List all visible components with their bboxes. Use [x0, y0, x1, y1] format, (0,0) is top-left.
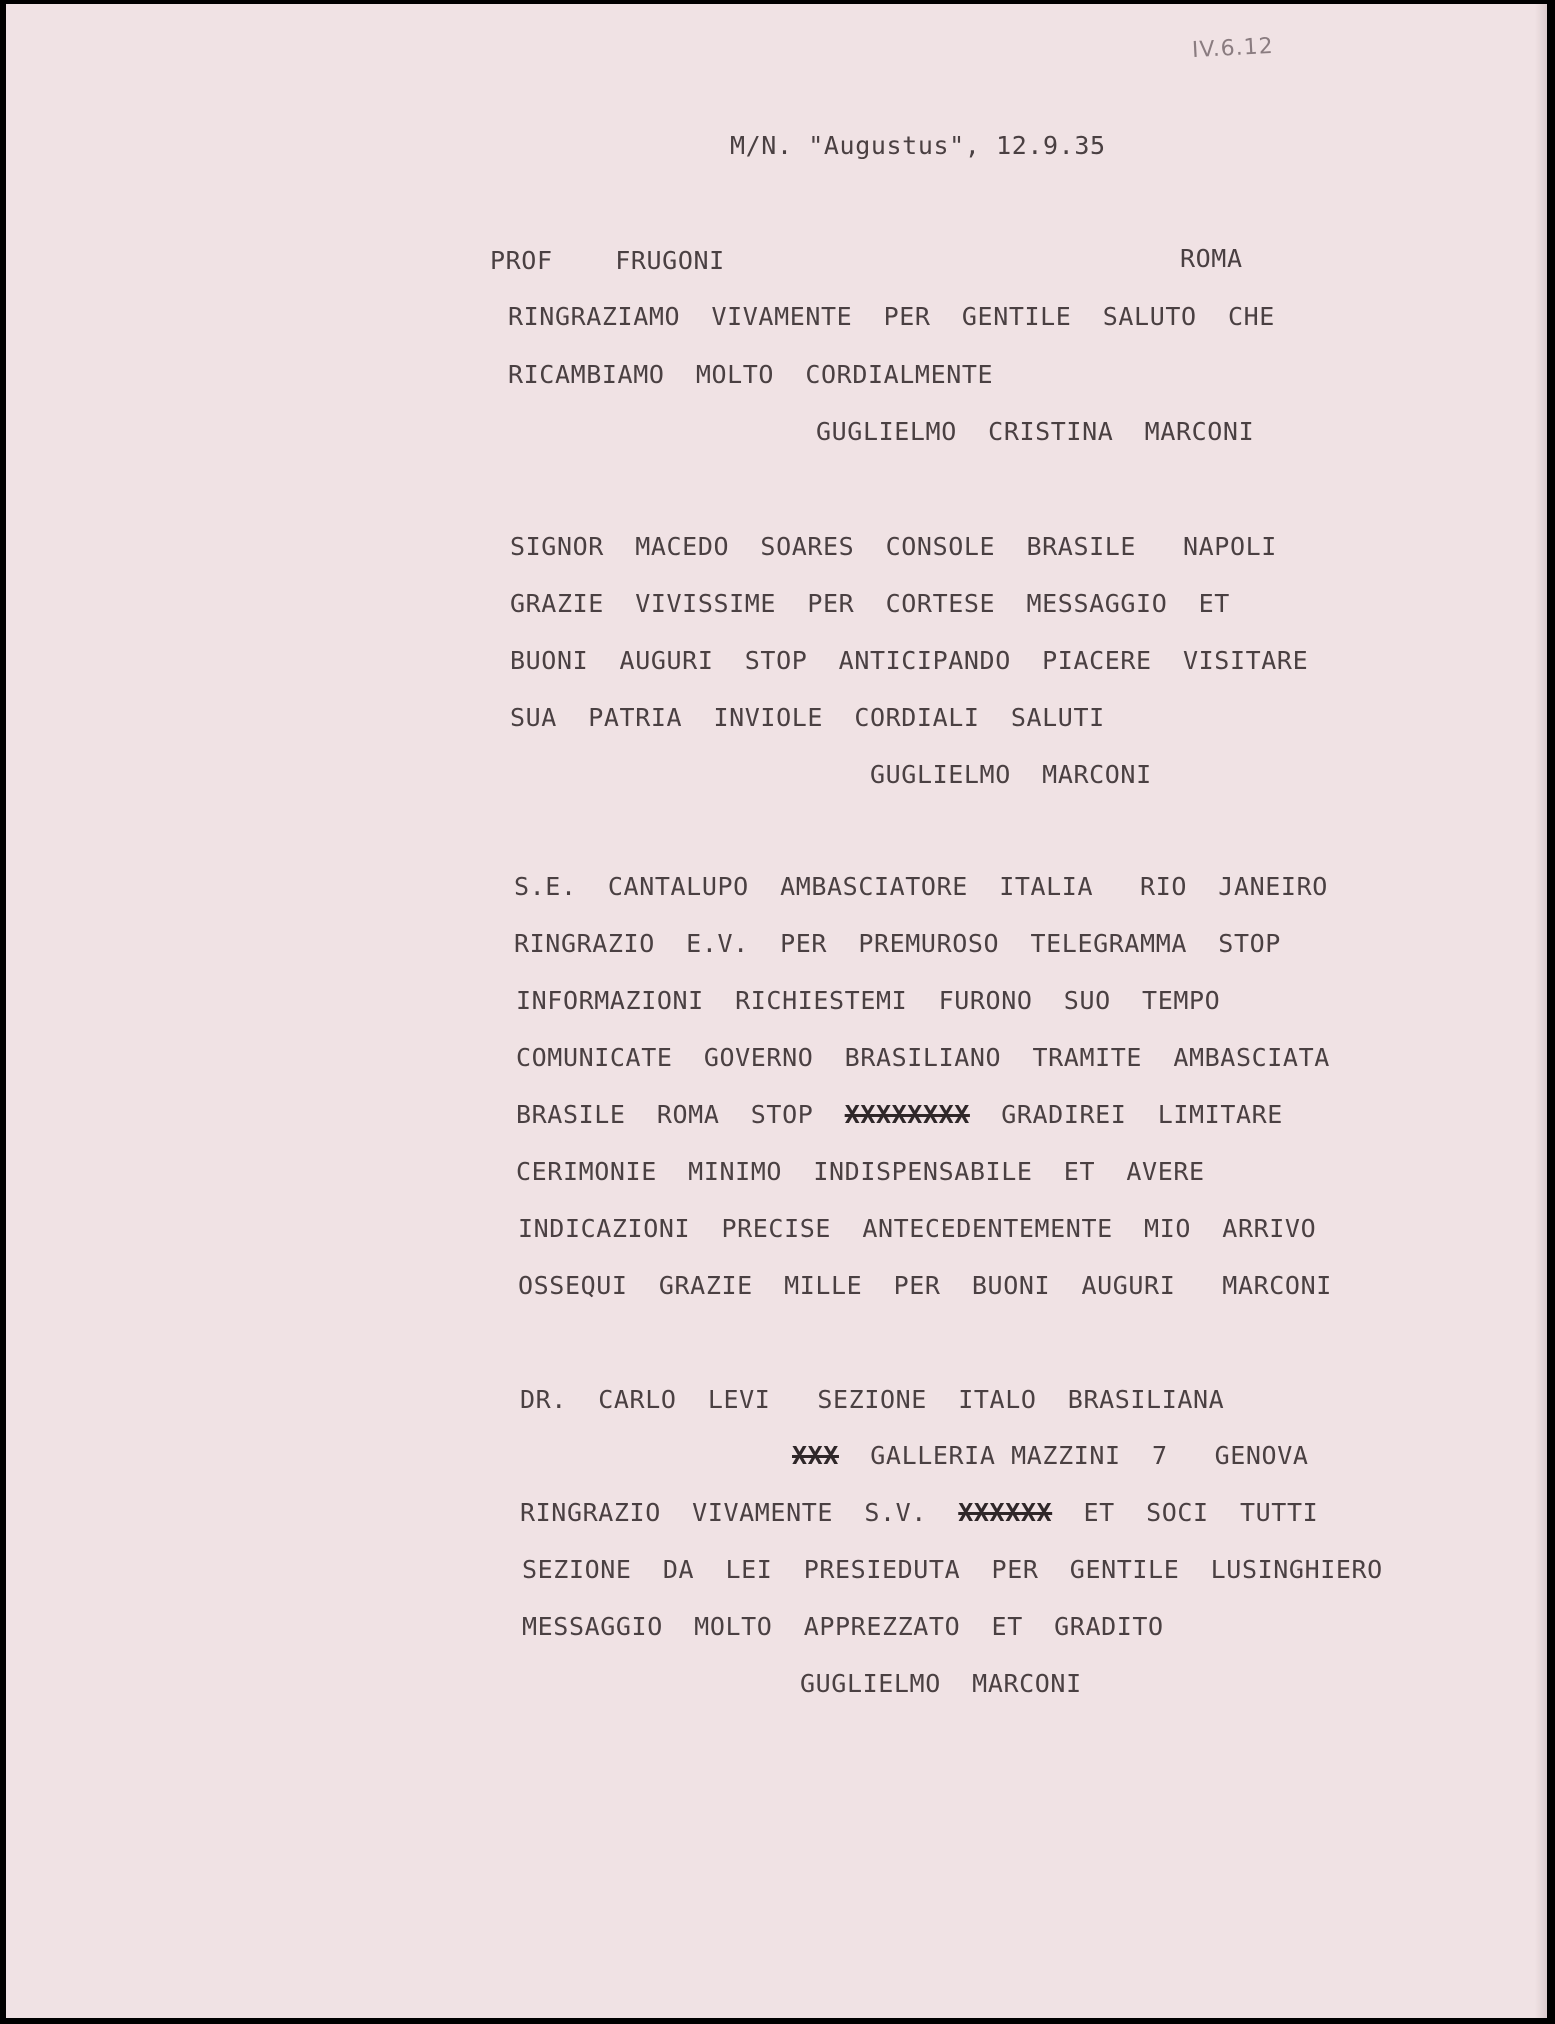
struck-out-word: XXX — [792, 1441, 839, 1470]
document-header: M/N. "Augustus", 12.9.35 — [730, 131, 1106, 160]
telegram-4-line: SEZIONE DA LEI PRESIEDUTA PER GENTILE LUSINGHIERO — [522, 1555, 1383, 1584]
telegram-4-signature: GUGLIELMO MARCONI — [800, 1669, 1082, 1698]
telegram-3-line: INDICAZIONI PRECISE ANTECEDENTEMENTE MIO ARRIVO — [518, 1214, 1317, 1243]
telegram-3-line: RINGRAZIO E.V. PER PREMUROSO TELEGRAMMA STOP — [514, 929, 1281, 958]
telegram-2-line: SUA PATRIA INVIOLE CORDIALI SALUTI — [510, 703, 1105, 732]
struck-out-word: XXXXXXXX — [844, 1100, 970, 1129]
telegram-2-addressee: SIGNOR MACEDO SOARES CONSOLE BRASILE NAPOLI — [510, 532, 1277, 561]
line-text: GALLERIA MAZZINI 7 GENOVA — [838, 1441, 1309, 1470]
telegram-1-addressee: PROF FRUGONI — [490, 246, 725, 275]
telegram-4-addressee: DR. CARLO LEVI SEZIONE ITALO BRASILIANA — [520, 1385, 1225, 1414]
telegram-3-line: COMUNICATE GOVERNO BRASILIANO TRAMITE AMBASCIATA — [516, 1043, 1330, 1072]
document-page — [6, 4, 1547, 2018]
telegram-1-place: ROMA — [1180, 244, 1243, 273]
archive-reference: IV.6.12 — [1191, 33, 1275, 64]
telegram-1-line: RICAMBIAMO MOLTO CORDIALMENTE — [508, 360, 994, 389]
telegram-4-line-with-erasure — [520, 1498, 1318, 1528]
telegram-3-line: CERIMONIE MINIMO INDISPENSABILE ET AVERE — [516, 1157, 1205, 1186]
telegram-3-line: INFORMAZIONI RICHIESTEMI FURONO SUO TEMPO — [516, 986, 1221, 1015]
telegram-1-signature: GUGLIELMO CRISTINA MARCONI — [816, 417, 1255, 446]
line-text: BRASILE ROMA STOP — [516, 1100, 845, 1129]
line-text: ET SOCI TUTTI — [1052, 1498, 1319, 1527]
line-text: RINGRAZIO VIVAMENTE S.V. — [520, 1498, 959, 1527]
telegram-3-addressee: S.E. CANTALUPO AMBASCIATORE ITALIA RIO JANEIRO — [514, 872, 1328, 901]
telegram-2-line: GRAZIE VIVISSIME PER CORTESE MESSAGGIO ET — [510, 589, 1230, 618]
telegram-2-line: BUONI AUGURI STOP ANTICIPANDO PIACERE VISITARE — [510, 646, 1309, 675]
telegram-3-line: OSSEQUI GRAZIE MILLE PER BUONI AUGURI MARCONI — [518, 1271, 1332, 1300]
telegram-1-line: RINGRAZIAMO VIVAMENTE PER GENTILE SALUTO CHE — [508, 302, 1275, 331]
struck-out-word: XXXXXX — [958, 1498, 1053, 1527]
telegram-4-address — [792, 1441, 1309, 1471]
telegram-2-signature: GUGLIELMO MARCONI — [870, 760, 1152, 789]
telegram-4-line: MESSAGGIO MOLTO APPREZZATO ET GRADITO — [522, 1612, 1164, 1641]
telegram-3-line-with-erasure — [516, 1100, 1283, 1130]
line-text: GRADIREI LIMITARE — [969, 1100, 1283, 1129]
paper-edge-shadow — [1535, 4, 1547, 2018]
